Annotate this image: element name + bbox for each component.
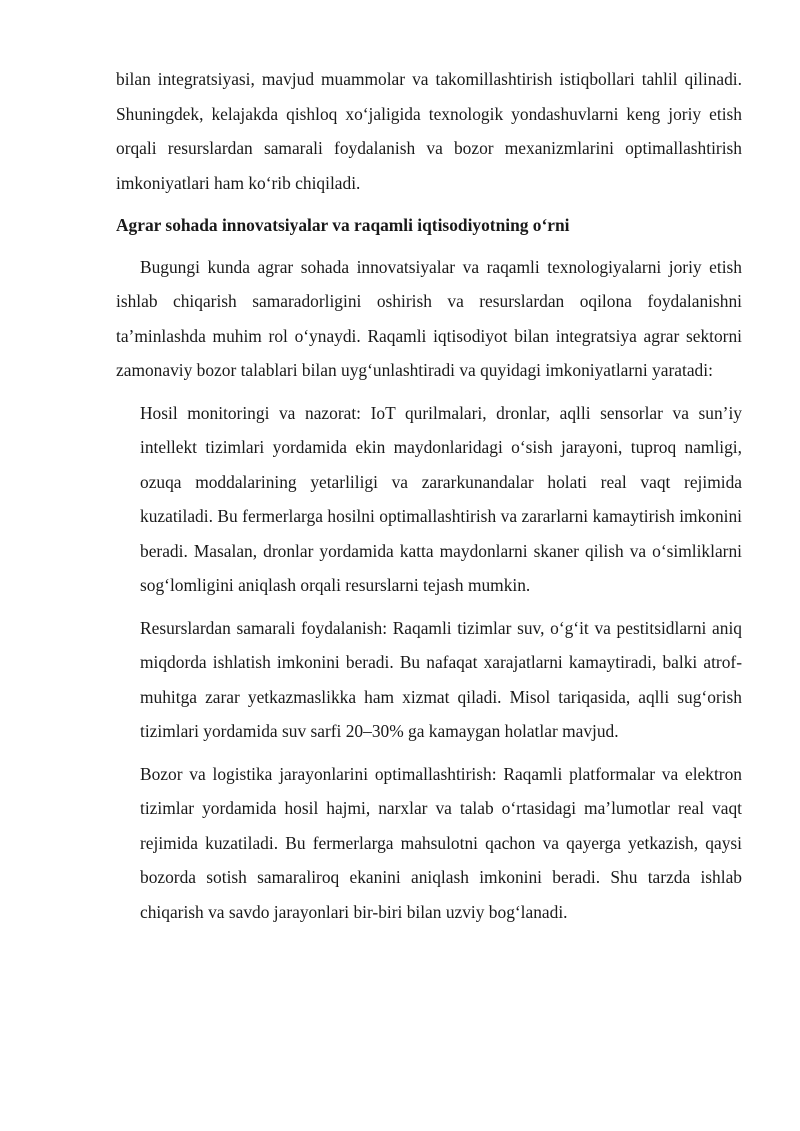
section-paragraph: Bugungi kunda agrar sohada innovatsiyalar va raqamli texnologiyalarni joriy etish ishlab chiqarish samaradorligini oshirish va resurslardan oqilona foydalanishni ta’minlashda muhim rol o‘ynaydi. Raqamli iqtisodiyot bilan integratsiya agrar sektorni zamonaviy bozor talablari bilan uyg‘unlashtiradi va quyidagi imkoniyatlarni yaratadi: — [116, 256, 742, 380]
list-item-monitoring: Hosil monitoringi va nazorat: IoT qurilmalari, dronlar, aqlli sensorlar va sun’iy intellekt tizimlari yordamida ekin maydonlaridagi o‘sish jarayoni, tuproq namligi, ozuqa moddalarining yetarliligi va zararkunandalar holati real vaqt rejimida kuzatiladi. Bu fermerlarga hosilni optimallashtirish va zararlarni kamaytirish imkonini beradi. Masalan, dronlar yordamida katta maydonlarni skaner qilish va o‘simliklarni sog‘lomligini aniqlash orqali resurslarni tejash mumkin. — [140, 402, 742, 595]
section-heading: Agrar sohada innovatsiyalar va raqamli iqtisodiyotning o‘rni — [116, 215, 570, 235]
list-item-resources: Resurslardan samarali foydalanish: Raqamli tizimlar suv, o‘g‘it va pestitsidlarni aniq miqdorda ishlatish imkonini beradi. Bu nafaqat xarajatlarni kamaytiradi, balki atrof-muhitga zarar yetkazmaslikka ham xizmat qiladi. Misol tariqasida, aqlli sug‘orish tizimlari yordamida suv sarfi 20–30% ga kamaygan holatlar mavjud. — [140, 617, 742, 741]
document-page — [116, 62, 742, 937]
list-item-logistics: Bozor va logistika jarayonlarini optimallashtirish: Raqamli platformalar va elektron tizimlar yordamida hosil hajmi, narxlar va talab o‘rtasidagi ma’lumotlar real vaqt rejimida kuzatiladi. Bu fermerlarga mahsulotni qachon va qayerga yetkazish, qaysi bozorda sotish samaraliroq ekanini aniqlash imkonini beradi. Shu tarzda ishlab chiqarish va savdo jarayonlari bir-biri bilan uzviy bog‘lanadi. — [140, 763, 742, 922]
intro-paragraph: bilan integratsiyasi, mavjud muammolar va takomillashtirish istiqbollari tahlil qilinadi. Shuningdek, kelajakda qishloq xo‘jaligida texnologik yondashuvlarni keng joriy etish orqali resurslardan samarali foydalanish va bozor mexanizmlarini optimallashtirish imkoniyatlari ham ko‘rib chiqiladi. — [116, 69, 742, 193]
